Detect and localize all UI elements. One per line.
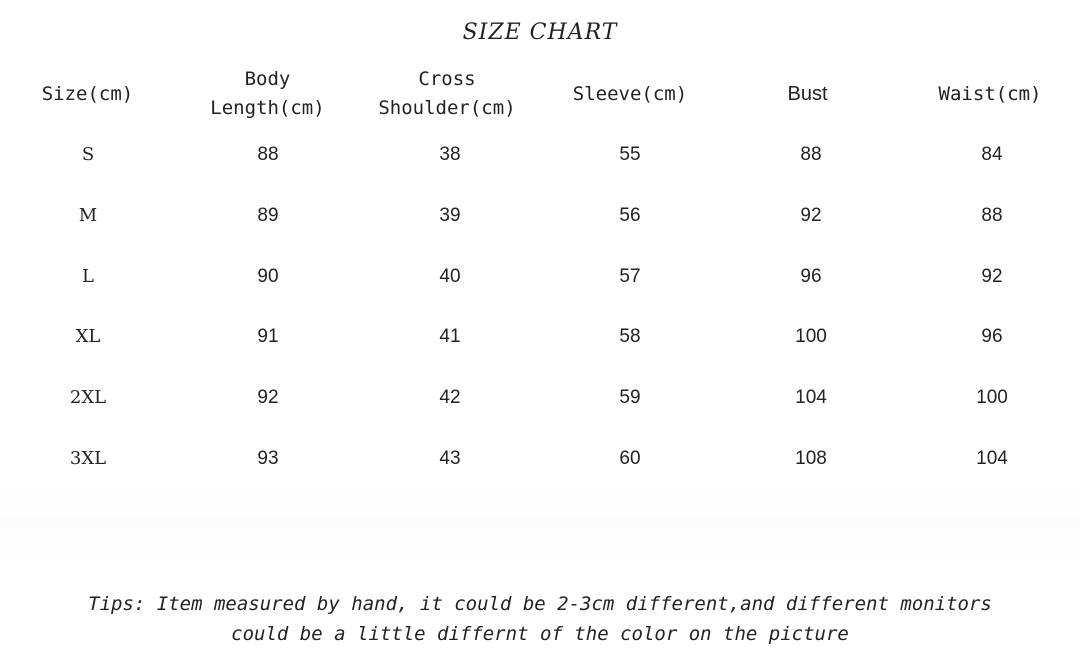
header-bust xyxy=(750,64,865,124)
table-row xyxy=(0,439,1080,479)
header-cross-shoulder-line1: Cross xyxy=(418,68,476,90)
cell-bust: 108 xyxy=(795,448,827,469)
table-row xyxy=(0,317,1080,357)
cell-size: 3XL xyxy=(69,448,107,469)
cell-sleeve: 58 xyxy=(619,326,641,347)
cell-cross-shoulder: 42 xyxy=(439,387,461,408)
cell-bust: 96 xyxy=(800,266,822,287)
cell-bust: 92 xyxy=(800,205,822,226)
cell-body-length: 90 xyxy=(257,266,279,287)
cell-body-length: 91 xyxy=(257,326,279,347)
header-body-length xyxy=(190,64,345,124)
cell-cross-shoulder: 39 xyxy=(439,205,461,226)
cell-bust: 100 xyxy=(795,326,827,347)
cell-waist: 100 xyxy=(976,387,1008,408)
table-row xyxy=(0,257,1080,297)
header-sleeve-label: Sleeve(cm) xyxy=(572,82,688,105)
table-row xyxy=(0,135,1080,175)
cell-cross-shoulder: 40 xyxy=(439,266,461,287)
cell-bust: 88 xyxy=(800,144,822,165)
cell-body-length: 88 xyxy=(257,144,279,165)
table-row xyxy=(0,378,1080,418)
cell-cross-shoulder: 41 xyxy=(439,326,461,347)
cell-body-length: 89 xyxy=(257,205,279,226)
cell-sleeve: 57 xyxy=(619,266,641,287)
cell-body-length: 93 xyxy=(257,448,279,469)
cell-waist: 92 xyxy=(981,266,1003,287)
header-body-length-line1: Body xyxy=(244,68,291,90)
header-cross-shoulder xyxy=(362,64,532,124)
header-bust-label: Bust xyxy=(787,82,828,105)
cell-size: 2XL xyxy=(69,387,107,408)
header-waist xyxy=(915,64,1065,124)
background-band xyxy=(0,485,1080,565)
header-size xyxy=(20,64,155,124)
header-body-length-line2: Length(cm) xyxy=(210,97,325,119)
cell-bust: 104 xyxy=(795,387,827,408)
header-waist-label: Waist(cm) xyxy=(938,82,1042,105)
cell-waist: 96 xyxy=(981,326,1003,347)
cell-sleeve: 59 xyxy=(619,387,641,408)
cell-waist: 88 xyxy=(981,205,1003,226)
cell-body-length: 92 xyxy=(257,387,279,408)
tips-line-1: Tips: Item measured by hand, it could be 2-3cm different,and different monitors xyxy=(88,593,992,615)
header-size-label: Size(cm) xyxy=(41,82,134,105)
chart-title: SIZE CHART xyxy=(462,20,618,45)
cell-cross-shoulder: 38 xyxy=(439,144,461,165)
cell-size: XL xyxy=(75,326,101,347)
tips-line-2: could be a little differnt of the color on the picture xyxy=(231,623,849,645)
cell-size: M xyxy=(78,205,98,226)
table-row xyxy=(0,196,1080,236)
cell-cross-shoulder: 43 xyxy=(439,448,461,469)
cell-sleeve: 56 xyxy=(619,205,641,226)
cell-sleeve: 60 xyxy=(619,448,641,469)
cell-waist: 104 xyxy=(976,448,1008,469)
cell-size: L xyxy=(82,266,94,287)
header-cross-shoulder-line2: Shoulder(cm) xyxy=(378,97,516,119)
cell-waist: 84 xyxy=(981,144,1003,165)
cell-sleeve: 55 xyxy=(619,144,641,165)
header-sleeve xyxy=(550,64,710,124)
cell-size: S xyxy=(81,144,95,165)
